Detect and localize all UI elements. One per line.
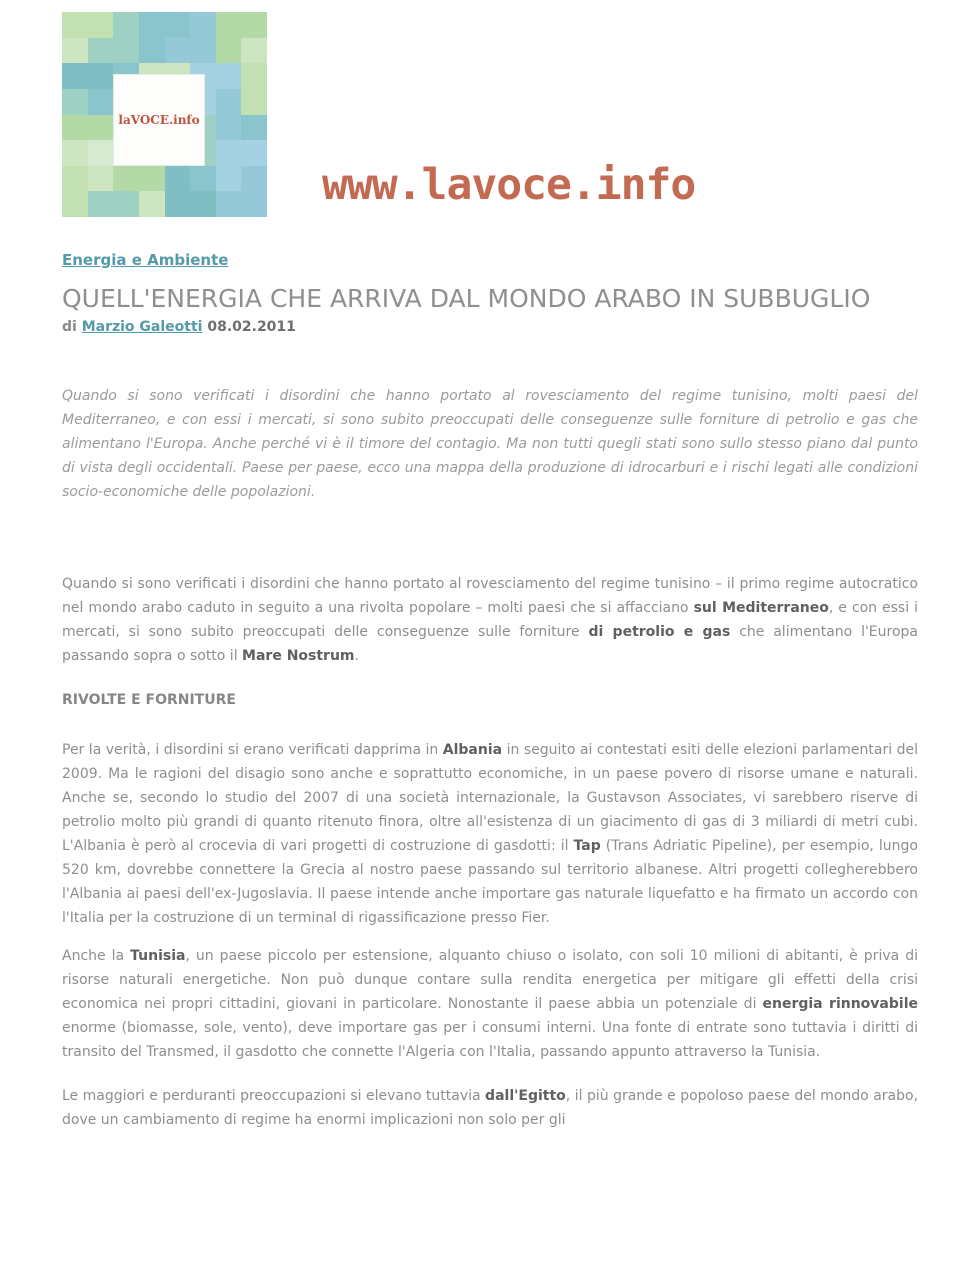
- logo-tile: [241, 89, 267, 115]
- paragraph-bold-text: energia rinnovabile: [762, 996, 918, 1012]
- logo-tile: [216, 191, 242, 217]
- paragraph-bold-text: dall'Egitto: [485, 1088, 566, 1104]
- logo-tile: [190, 166, 216, 192]
- paragraph-bold-text: di petrolio e gas: [588, 624, 731, 640]
- article-paragraph: [62, 572, 918, 668]
- logo-inner-box: [113, 74, 205, 166]
- logo-tile: [216, 115, 242, 141]
- logo-tile: [62, 191, 88, 217]
- logo-tile: [62, 38, 88, 64]
- paragraph-text: enorme (biomasse, sole, vento), deve importare gas per i consumi interni. Una fonte di entrate sono tuttavia i diritti di transito del Transmed, il gasdotto che connette l'Algeria con l'Italia, passando appunto attraverso la Tunisia.: [62, 1020, 918, 1060]
- paragraph-text: , un paese piccolo per estensione, alquanto chiuso o isolato, con soli 10 milioni di abitanti, è priva di risorse naturali energetiche. Non può dunque contare sulla rendita energetica per mitigare gli effetti della crisi economica nei propri cittadini, giovani in particolare. Nonostante il paese abbia un potenziale di: [62, 948, 918, 1012]
- paragraph-text: , e con essi i mercati, si sono subito preoccupati delle conseguenze sulle forniture: [62, 600, 918, 640]
- logo-tile: [62, 63, 88, 89]
- logo-tile: [241, 12, 267, 38]
- logo-tile: [88, 38, 114, 64]
- paragraph-text: in seguito ai contestati esiti delle elezioni parlamentari del 2009. Ma le ragioni del disagio sono anche e soprattutto economiche, in un paese povero di risorse umane e naturali. Anche se, secondo lo studio del 2007 di una società internazionale, la Gustavson Associates, vi sarebbero riserve di petrolio molto più grandi di quanto ritenuto finora, oltre all'esistenza di un giacimento di gas di 3 miliardi di metri cubi. L'Albania è però al crocevia di vari progetti di costruzione di gasdotti: il: [62, 742, 919, 854]
- article-paragraph: [62, 944, 918, 1064]
- article-date: 08.02.2011: [207, 319, 296, 335]
- paragraph-bold-text: sul Mediterraneo: [693, 600, 829, 616]
- logo-tile: [62, 12, 88, 38]
- logo-tile: [216, 140, 242, 166]
- paragraph-text: che alimentano l'Europa passando sopra o sotto il: [62, 624, 919, 664]
- logo-tile: [216, 63, 242, 89]
- logo-tile: [190, 191, 216, 217]
- paragraph-text: Quando si sono verificati i disordini che hanno portato al rovesciamento del regime tunisino – il primo regime autocratico nel mondo arabo caduto in seguito a una rivolta popolare – molti paesi che si affacciano: [62, 576, 918, 616]
- logo-tile: [241, 166, 267, 192]
- logo-tile: [88, 89, 114, 115]
- logo-tile: [62, 140, 88, 166]
- logo-tile: [165, 12, 191, 38]
- logo-tile: [139, 12, 165, 38]
- paragraph-bold-text: Albania: [442, 742, 503, 758]
- logo-wordmark: laVOCE.info: [118, 113, 200, 127]
- category-link[interactable]: Energia e Ambiente: [62, 251, 229, 269]
- paragraph-text: Anche la: [62, 948, 131, 964]
- logo-tile: [88, 166, 114, 192]
- paragraph-text: Quando si sono verificati i disordini che hanno portato al rovesciamento del regime tunisino, molti paesi del Mediterraneo, e con essi i mercati, si sono subito preoccupati delle conseguenze sulle forniture di petrolio e gas che alimentano l'Europa. Anche perché vi è il timore del contagio. Ma non tutti quegli stati sono sullo stesso piano dal punto di vista degli occidentali. Paese per paese, ecco una mappa della produzione di idrocarburi e i rischi legati alle condizioni socio-economiche delle popolazioni.: [62, 388, 918, 500]
- logo-tile: [190, 12, 216, 38]
- paragraph-text: Le maggiori e perduranti preoccupazioni si elevano tuttavia: [62, 1088, 486, 1104]
- paragraph-text: Per la verità, i disordini si erano verificati dapprima in: [62, 742, 443, 758]
- logo-tile: [216, 89, 242, 115]
- article-paragraph: [62, 738, 918, 930]
- logo-tile: [216, 166, 242, 192]
- logo-tile: [88, 140, 114, 166]
- logo-tile: [88, 115, 114, 141]
- paragraph-bold-text: Tap: [573, 838, 601, 854]
- logo-tile: [88, 63, 114, 89]
- logo-tile: [216, 38, 242, 64]
- paragraph-bold-text: Mare Nostrum: [242, 648, 355, 664]
- author-link[interactable]: Marzio Galeotti: [81, 319, 203, 335]
- logo-tile: [113, 166, 139, 192]
- byline-prefix: di: [62, 319, 77, 335]
- logo-tile: [139, 191, 165, 217]
- logo-tile: [88, 191, 114, 217]
- site-url: www.lavoce.info: [322, 160, 696, 210]
- paragraph-text: RIVOLTE E FORNITURE: [62, 692, 236, 708]
- article-title: QUELL'ENERGIA CHE ARRIVA DAL MONDO ARABO IN SUBBUGLIO: [62, 284, 871, 313]
- logo-tile: [241, 38, 267, 64]
- logo-tile: [165, 191, 191, 217]
- article: [62, 250, 918, 1132]
- article-paragraphs: [62, 384, 918, 1132]
- logo-tile: [62, 115, 88, 141]
- logo-tile: [190, 38, 216, 64]
- logo-tile: [62, 166, 88, 192]
- logo-tile: [241, 115, 267, 141]
- logo-tile: [113, 12, 139, 38]
- byline: [62, 317, 918, 338]
- paragraph-text: (Trans Adriatic Pipeline), per esempio, lungo 520 km, dovrebbe connettere la Grecia al nostro paese passando sul territorio albanese. Altri progetti collegherebbero l'Albania ai paesi dell'ex-Jugoslavia. Il paese intende anche importare gas naturale liquefatto e ha firmato un accordo con l'Italia per la costruzione di un terminal di rigassificazione presso Fier.: [62, 838, 918, 926]
- logo-tile: [113, 191, 139, 217]
- logo-tile: [241, 63, 267, 89]
- logo-tile: [165, 38, 191, 64]
- logo-tile: [88, 12, 114, 38]
- logo-tile: [241, 191, 267, 217]
- logo-tile: [139, 38, 165, 64]
- paragraph-text: , il più grande e popoloso paese del mondo arabo, dove un cambiamento di regime ha enormi implicazioni non solo per gli: [62, 1088, 919, 1128]
- logo-tile: [165, 166, 191, 192]
- paragraph-bold-text: Tunisia: [130, 948, 186, 964]
- logo-tile: [139, 166, 165, 192]
- article-paragraph: [62, 1084, 918, 1132]
- paragraph-text: .: [354, 648, 359, 664]
- logo-tile: [241, 140, 267, 166]
- logo-tile: [62, 89, 88, 115]
- article-paragraph: [62, 384, 918, 504]
- logo-tile: [113, 38, 139, 64]
- section-heading: [62, 688, 918, 712]
- lavoce-logo: [62, 12, 267, 217]
- logo-tile: [216, 12, 242, 38]
